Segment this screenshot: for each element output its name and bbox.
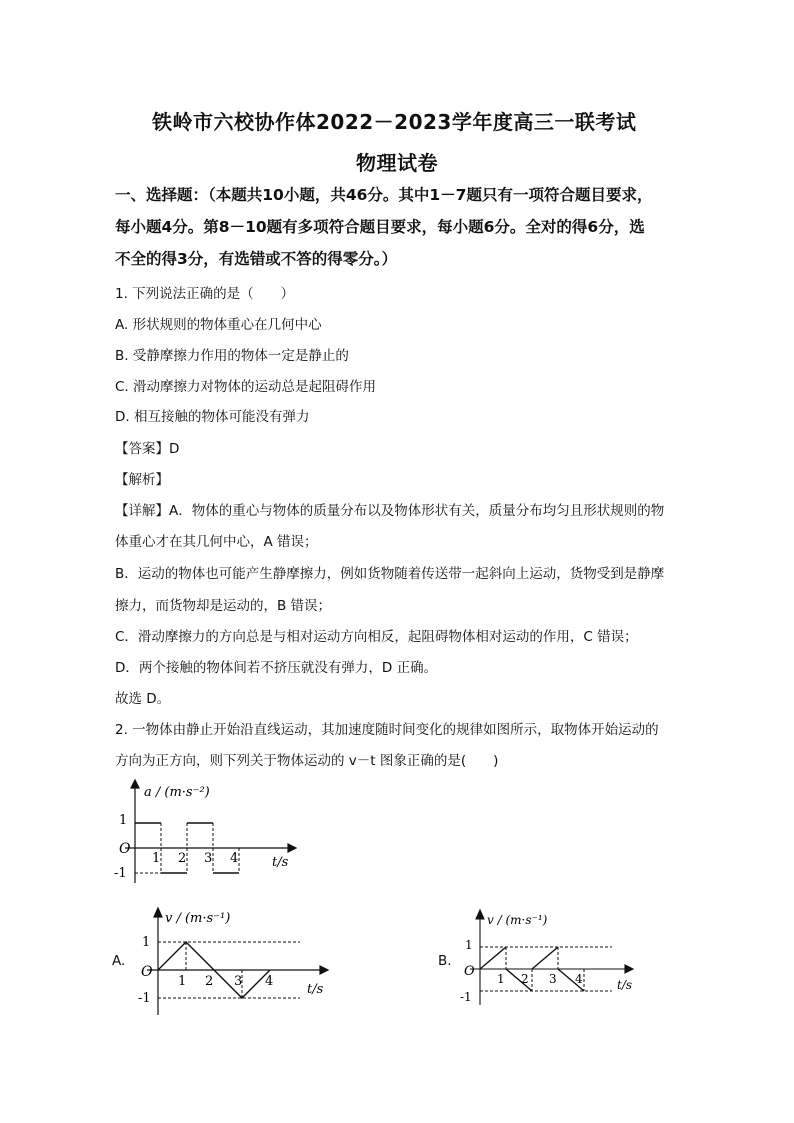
question-2-stem-line: 方向为正方向，则下列关于物体运动的 v－t 图象正确的是( )	[115, 753, 499, 769]
graph-y-tick: -1	[138, 991, 151, 1006]
graph-y-tick: 1	[142, 935, 151, 950]
page-subtitle: 物理试卷	[356, 151, 438, 175]
question-2-stem-line: 2. 一物体由静止开始沿直线运动，其加速度随时间变化的规律如图所示，取物体开始运动的	[115, 722, 659, 738]
graph-x-tick: 4	[265, 974, 274, 989]
graph-y-tick: -1	[114, 866, 127, 881]
section-instruction-line: 不全的得3分，有选错或不答的得零分。）	[115, 250, 398, 268]
velocity-segment	[532, 947, 558, 969]
y-axis-arrow	[131, 780, 139, 788]
question-1-option: C. 滑动摩擦力对物体的运动总是起阻碍作用	[115, 379, 377, 395]
graph-origin-label: O	[141, 964, 153, 980]
x-axis-arrow	[288, 844, 296, 852]
question-1-option: B. 受静摩擦力作用的物体一定是静止的	[115, 348, 349, 364]
graph-x-tick: 1	[152, 851, 161, 866]
x-axis-arrow	[625, 965, 633, 973]
graph-y-tick: -1	[460, 990, 472, 1004]
graph-origin-label: O	[464, 964, 475, 979]
graph-x-tick: 1	[178, 974, 187, 989]
question-1-analysis-label: 【解析】	[115, 472, 169, 488]
graph-y-tick: 1	[119, 813, 128, 828]
section-instruction-line: 一、选择题：（本题共10小题，共46分。其中1－7题只有一项符合题目要求，	[115, 186, 653, 204]
question-1-detail-line: B．运动的物体也可能产生静摩擦力，例如货物随着传送带一起斜向上运动，货物受到是静摩	[115, 566, 665, 582]
option-a-label: A.	[112, 953, 126, 969]
graph-y-tick: 1	[465, 938, 473, 952]
graph-x-tick: 3	[549, 972, 557, 986]
graph-y-label: a / (m·s⁻²)	[144, 785, 210, 800]
graph-x-label: t/s	[307, 982, 324, 997]
question-1-detail-line: 体重心才在其几何中心，A 错误；	[115, 534, 318, 550]
graph-y-label: v / (m·s⁻¹)	[165, 911, 231, 926]
graph-x-tick: 2	[178, 851, 187, 866]
velocity-segment	[480, 947, 506, 969]
graph-x-tick: 3	[204, 851, 213, 866]
question-1-detail-line: C．滑动摩擦力的方向总是与相对运动方向相反，起阻碍物体相对运动的作用，C 错误；	[115, 629, 638, 645]
question-1-stem: 1. 下列说法正确的是（ ）	[115, 286, 295, 302]
page-title: 铁岭市六校协作体2022－2023学年度高三一联考试	[152, 110, 637, 134]
graph-x-tick: 4	[575, 972, 583, 986]
option-b-label: B.	[438, 953, 452, 969]
question-1-answer: 【答案】D	[115, 441, 180, 457]
graph-y-label: v / (m·s⁻¹)	[487, 913, 548, 927]
section-instruction-line: 每小题4分。第8－10题有多项符合题目要求，每小题6分。全对的得6分，选	[115, 218, 645, 236]
question-1-option: A. 形状规则的物体重心在几何中心	[115, 317, 322, 333]
y-axis-arrow	[476, 910, 484, 919]
graph-x-tick: 3	[234, 974, 243, 989]
acceleration-time-graph	[100, 778, 300, 888]
y-axis-arrow	[154, 908, 162, 917]
graph-x-tick: 4	[230, 851, 239, 866]
graph-origin-label: O	[119, 841, 131, 857]
x-axis-arrow	[320, 966, 328, 974]
question-1-detail-line: 【详解】A．物体的重心与物体的质量分布以及物体形状有关，质量分布均匀且形状规则的物	[115, 503, 665, 519]
question-1-detail-line: 擦力，而货物却是运动的，B 错误；	[115, 598, 332, 614]
graph-x-label: t/s	[272, 855, 289, 870]
graph-x-tick: 2	[205, 974, 214, 989]
question-1-detail-line: D．两个接触的物体间若不挤压就没有弹力，D 正确。	[115, 660, 438, 676]
graph-x-tick: 1	[497, 972, 505, 986]
option-a-velocity-graph	[125, 905, 340, 1025]
graph-x-label: t/s	[617, 978, 633, 992]
question-1-option: D. 相互接触的物体可能没有弹力	[115, 409, 310, 425]
graph-x-tick: 2	[521, 972, 529, 986]
option-b-velocity-graph	[455, 905, 645, 1015]
question-1-detail-line: 故选 D。	[115, 691, 171, 707]
